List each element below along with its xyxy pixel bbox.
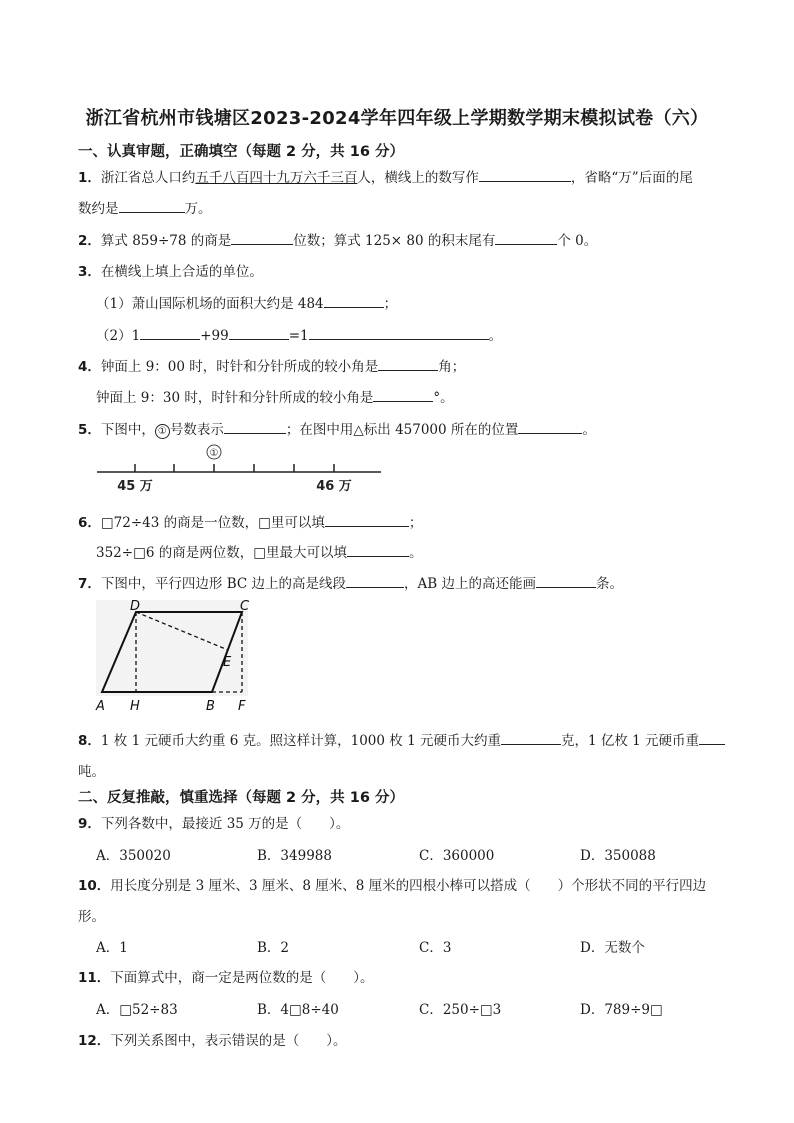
question-1-cont: 数约是 万。 [78, 201, 212, 217]
option-b[interactable]: B．349988 [257, 848, 332, 864]
point-label-d: D [130, 599, 141, 614]
underlined-number-text: 五千八百四十九万六千三百 [195, 170, 358, 186]
option-b[interactable]: B．2 [257, 940, 290, 956]
blank[interactable] [699, 732, 725, 745]
point-label-h: H [130, 699, 140, 714]
option-d[interactable]: D．350088 [580, 848, 656, 864]
blank[interactable] [229, 327, 289, 340]
blank[interactable] [347, 544, 409, 557]
question-4-cont: 钟面上 9：30 时，时针和分针所成的较小角是 °。 [96, 390, 454, 406]
question-2: 2．算式 859÷78 的商是 位数；算式 125× 80 的积末尾有 个 0。 [78, 233, 598, 249]
blank[interactable] [231, 232, 293, 245]
blank[interactable] [324, 295, 384, 308]
point-label-c: C [240, 599, 250, 614]
question-6: 6．□72÷43 的商是一位数，□里可以填 ； [78, 515, 423, 531]
question-1: 1．浙江省总人口约五千八百四十九万六千三百人，横线上的数写作 ，省略“万”后面的尾 [78, 170, 693, 186]
blank[interactable] [479, 169, 571, 182]
blank[interactable] [536, 575, 596, 588]
blank[interactable] [140, 327, 200, 340]
option-c[interactable]: C．360000 [419, 848, 495, 864]
question-3-part-2: （2）1 +99 =1 。 [96, 328, 503, 344]
section-1-heading: 一、认真审题，正确填空（每题 2 分，共 16 分） [78, 144, 404, 160]
question-8-cont: 吨。 [78, 764, 105, 780]
question-3: 3．在横线上填上合适的单位。 [78, 264, 263, 280]
blank[interactable] [309, 327, 489, 340]
question-8: 8．1 枚 1 元硬币大约重 6 克。照这样计算，1000 枚 1 元硬币大约重 克，1 亿枚 1 元硬币重 [78, 729, 725, 749]
option-a[interactable]: A．□52÷83 [96, 1002, 178, 1018]
option-d[interactable]: D．789÷9□ [580, 1002, 663, 1018]
option-c[interactable]: C．250÷□3 [419, 1002, 502, 1018]
question-10: 10．用长度分别是 3 厘米、3 厘米、8 厘米、8 厘米的四根小棒可以搭成（ ）个形状不同的平行四边 [78, 878, 707, 894]
exam-title: 浙江省杭州市钱塘区2023-2024学年四年级上学期数学期末模拟试卷（六） [85, 108, 709, 129]
number-line-figure [95, 442, 385, 498]
option-c[interactable]: C．3 [419, 940, 452, 956]
parallelogram-figure [92, 598, 262, 714]
point-label-a: A [96, 699, 105, 714]
question-11: 11．下面算式中，商一定是两位数的是（ ）。 [78, 970, 374, 986]
blank[interactable] [224, 421, 286, 434]
question-4: 4．钟面上 9：00 时，时针和分针所成的较小角是 角； [78, 359, 466, 375]
right-tick-label: 46 万 [316, 479, 352, 494]
blank[interactable] [373, 389, 433, 402]
question-3-part-1: （1）萧山国际机场的面积大约是 484 ； [96, 296, 398, 312]
option-d[interactable]: D．无数个 [580, 940, 645, 956]
blank[interactable] [518, 421, 582, 434]
option-b[interactable]: B．4□8÷40 [257, 1002, 339, 1018]
blank[interactable] [495, 232, 557, 245]
point-label-f: F [238, 699, 246, 714]
scan-noise-background [96, 600, 248, 696]
blank[interactable] [346, 575, 404, 588]
section-2-heading: 二、反复推敲，慎重选择（每题 2 分，共 16 分） [78, 790, 404, 806]
marker-label: ① [209, 448, 219, 459]
option-a[interactable]: A．350020 [96, 848, 171, 864]
point-label-b: B [206, 699, 215, 714]
blank[interactable] [325, 514, 409, 527]
left-tick-label: 45 万 [117, 479, 153, 494]
option-a[interactable]: A．1 [96, 940, 128, 956]
question-5: 5．下图中， ① 号数表示 ；在图中用△标出 457000 所在的位置 。 [78, 422, 596, 438]
blank[interactable] [378, 358, 438, 371]
question-12: 12．下列关系图中，表示错误的是（ ）。 [78, 1033, 347, 1049]
circled-one-icon: ① [155, 424, 170, 439]
question-6-cont: 352÷□6 的商是两位数，□里最大可以填 。 [96, 545, 423, 561]
point-label-e: E [223, 655, 232, 670]
blank[interactable] [119, 200, 185, 213]
question-9: 9．下列各数中，最接近 35 万的是（ ）。 [78, 816, 350, 832]
blank[interactable] [501, 732, 561, 745]
question-10-cont: 形。 [78, 909, 105, 925]
question-7: 7．下图中，平行四边形 BC 边上的高是线段 ，AB 边上的高还能画 条。 [78, 576, 623, 592]
